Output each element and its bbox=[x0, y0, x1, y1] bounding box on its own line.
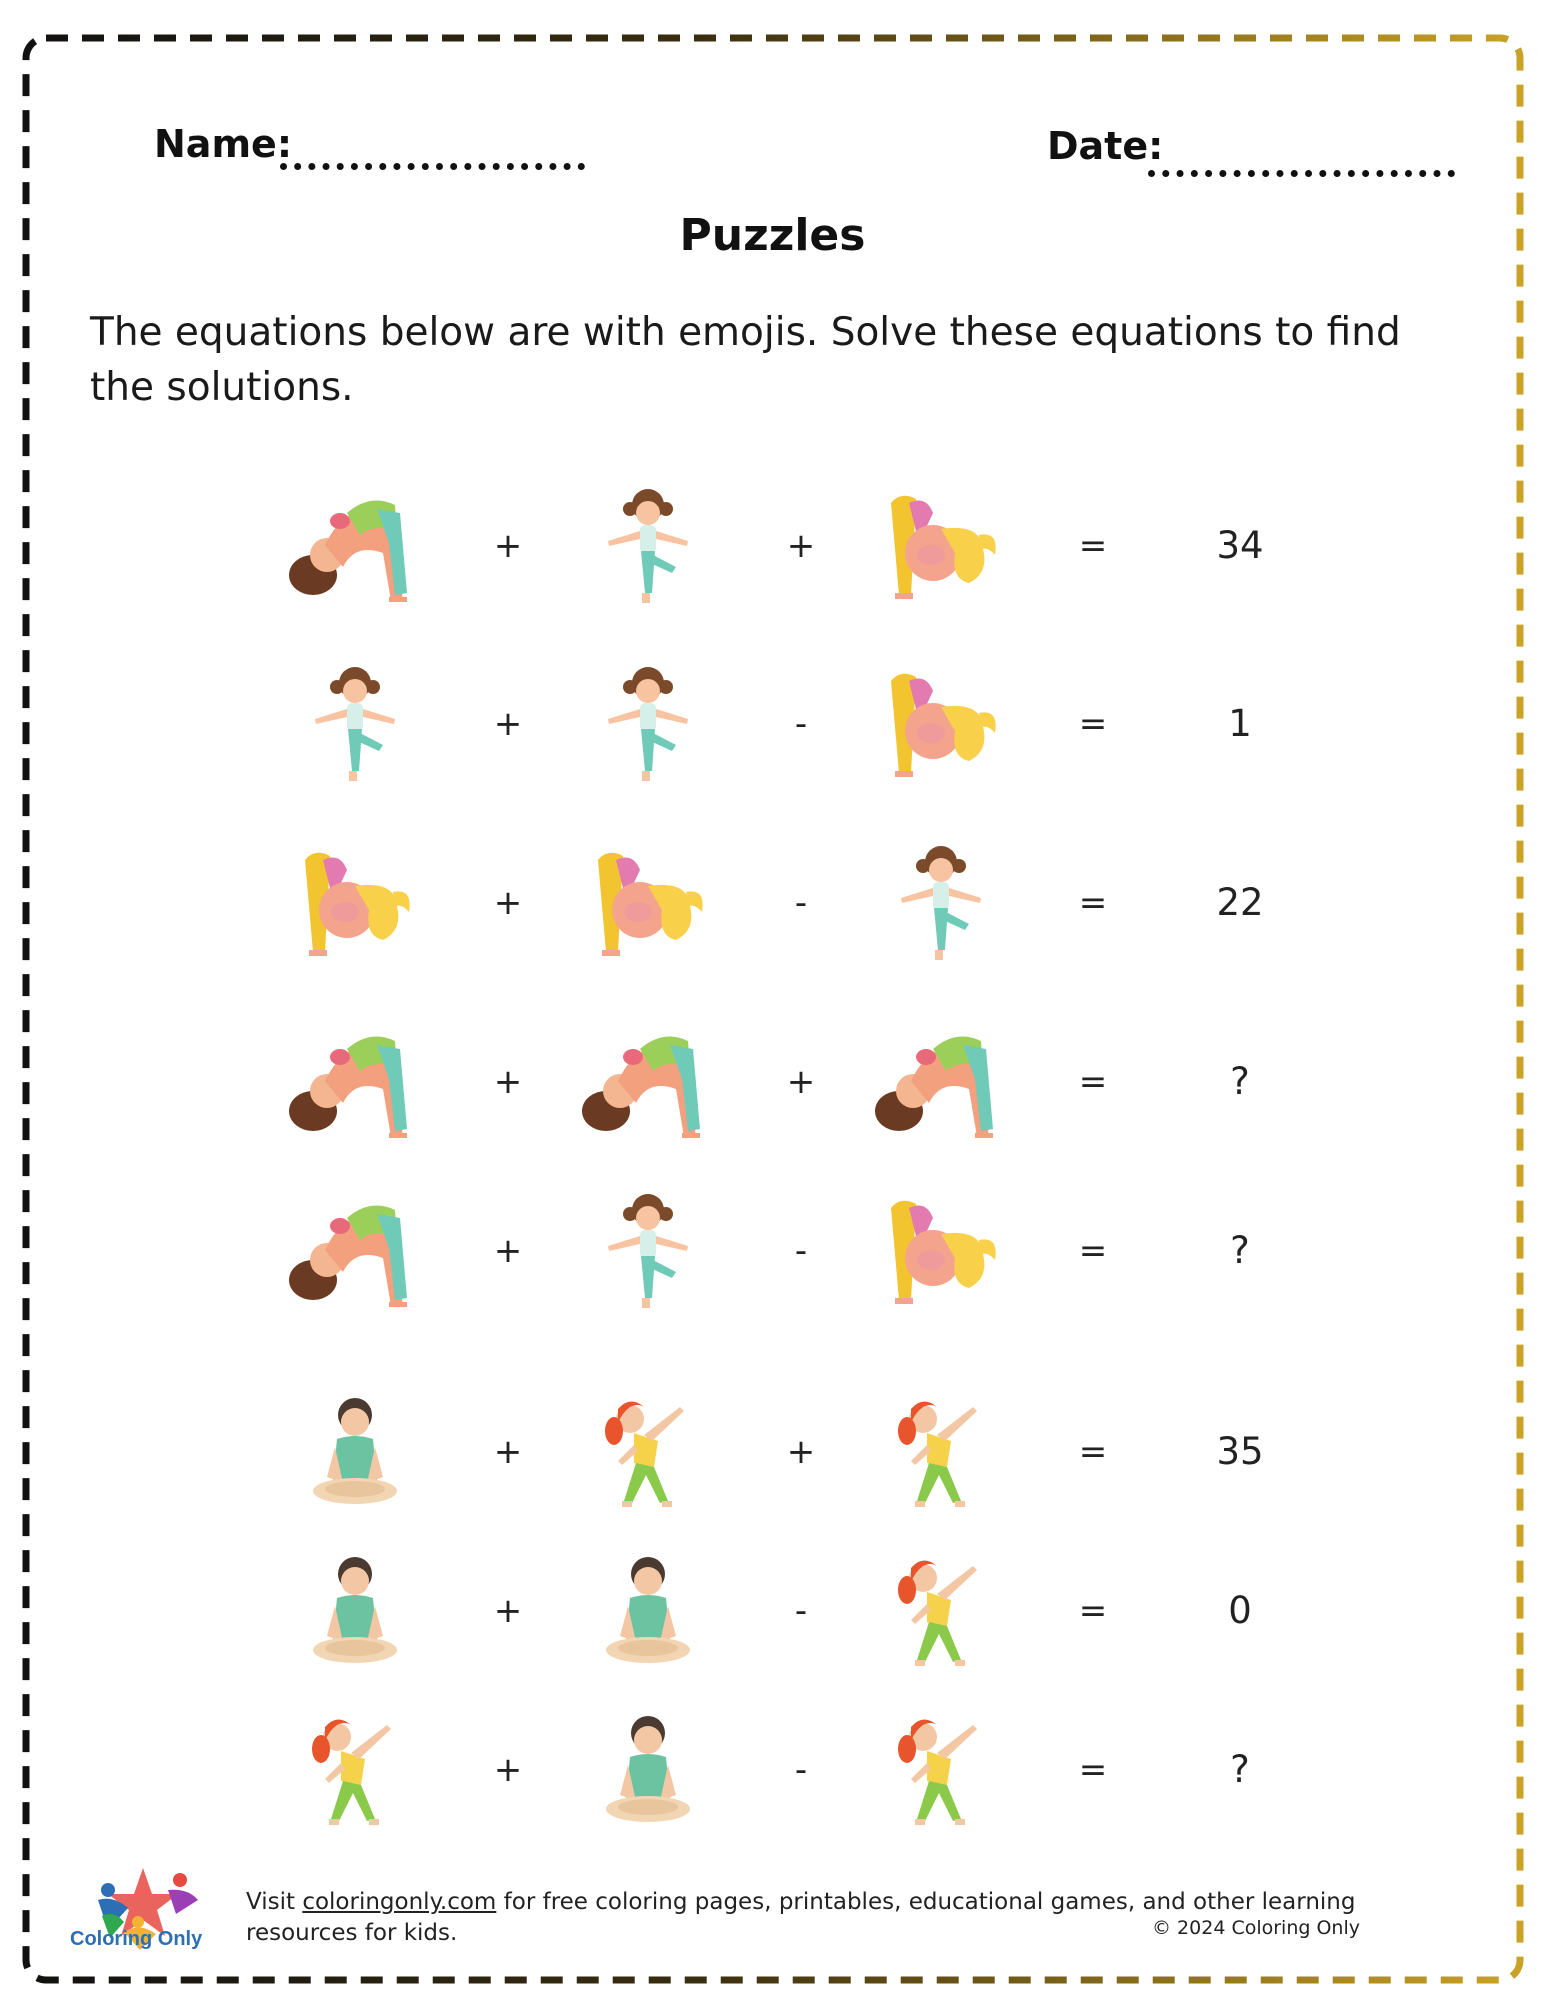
operator: + bbox=[786, 1062, 816, 1102]
footer-visit: Visit bbox=[246, 1889, 303, 1915]
equals-sign: = bbox=[1078, 1750, 1108, 1790]
bridge-pose-girl-icon bbox=[578, 1019, 718, 1149]
forward-fold-girl-icon bbox=[578, 840, 718, 970]
forward-fold-girl-icon bbox=[871, 1188, 1011, 1318]
operator: - bbox=[794, 1750, 808, 1790]
tree-pose-girl-icon bbox=[285, 661, 425, 791]
equals-sign: = bbox=[1078, 883, 1108, 923]
copyright: © 2024 Coloring Only bbox=[1152, 1917, 1360, 1939]
forward-fold-girl-icon bbox=[871, 483, 1011, 613]
operator: - bbox=[794, 1231, 808, 1271]
name-label: Name: bbox=[154, 122, 293, 166]
bridge-pose-girl-icon bbox=[871, 1019, 1011, 1149]
name-field[interactable] bbox=[280, 163, 585, 170]
equals-sign: = bbox=[1078, 1231, 1108, 1271]
operator: + bbox=[493, 526, 523, 566]
equation-result: 0 bbox=[1228, 1589, 1252, 1632]
stretching-girl-icon bbox=[871, 1707, 1011, 1837]
date-label: Date: bbox=[1047, 124, 1164, 168]
tree-pose-girl-icon bbox=[578, 483, 718, 613]
equation-result: 35 bbox=[1216, 1430, 1264, 1473]
equation-result: 1 bbox=[1228, 702, 1252, 745]
meditating-boy-icon bbox=[285, 1389, 425, 1519]
stretching-girl-icon bbox=[578, 1389, 718, 1519]
tree-pose-girl-icon bbox=[871, 840, 1011, 970]
equals-sign: = bbox=[1078, 704, 1108, 744]
stretching-girl-icon bbox=[285, 1707, 425, 1837]
operator: + bbox=[493, 1432, 523, 1472]
instructions: The equations below are with emojis. Solve these equations to find the solutions. bbox=[90, 310, 1401, 410]
forward-fold-girl-icon bbox=[871, 661, 1011, 791]
footer-link[interactable]: coloringonly.com bbox=[302, 1889, 497, 1915]
operator: + bbox=[493, 1231, 523, 1271]
tree-pose-girl-icon bbox=[578, 661, 718, 791]
operator: + bbox=[493, 1750, 523, 1790]
equals-sign: = bbox=[1078, 1591, 1108, 1631]
tree-pose-girl-icon bbox=[578, 1188, 718, 1318]
date-field[interactable] bbox=[1148, 170, 1455, 177]
operator: + bbox=[493, 1591, 523, 1631]
operator: + bbox=[493, 883, 523, 923]
page-title: Puzzles bbox=[679, 210, 866, 261]
equals-sign: = bbox=[1078, 1432, 1108, 1472]
operator: + bbox=[493, 704, 523, 744]
equals-sign: = bbox=[1078, 1062, 1108, 1102]
footer-rest: for free coloring pages, printables, educational games, and other learning resources for kids. bbox=[246, 1889, 1356, 1946]
equation-result: 22 bbox=[1216, 881, 1264, 924]
meditating-boy-icon bbox=[578, 1707, 718, 1837]
operator: - bbox=[794, 704, 808, 744]
bridge-pose-girl-icon bbox=[285, 483, 425, 613]
operator: - bbox=[794, 883, 808, 923]
equation-result[interactable]: ? bbox=[1230, 1229, 1250, 1272]
equation-result[interactable]: ? bbox=[1230, 1748, 1250, 1791]
stretching-girl-icon bbox=[871, 1389, 1011, 1519]
bridge-pose-girl-icon bbox=[285, 1188, 425, 1318]
equation-result: 34 bbox=[1216, 524, 1264, 567]
operator: + bbox=[786, 526, 816, 566]
meditating-boy-icon bbox=[285, 1548, 425, 1678]
bridge-pose-girl-icon bbox=[285, 1019, 425, 1149]
operator: + bbox=[493, 1062, 523, 1102]
equals-sign: = bbox=[1078, 526, 1108, 566]
equation-result[interactable]: ? bbox=[1230, 1060, 1250, 1103]
meditating-boy-icon bbox=[578, 1548, 718, 1678]
stretching-girl-icon bbox=[871, 1548, 1011, 1678]
operator: - bbox=[794, 1591, 808, 1631]
operator: + bbox=[786, 1432, 816, 1472]
forward-fold-girl-icon bbox=[285, 840, 425, 970]
logo-text: Coloring Only bbox=[70, 1928, 203, 1950]
